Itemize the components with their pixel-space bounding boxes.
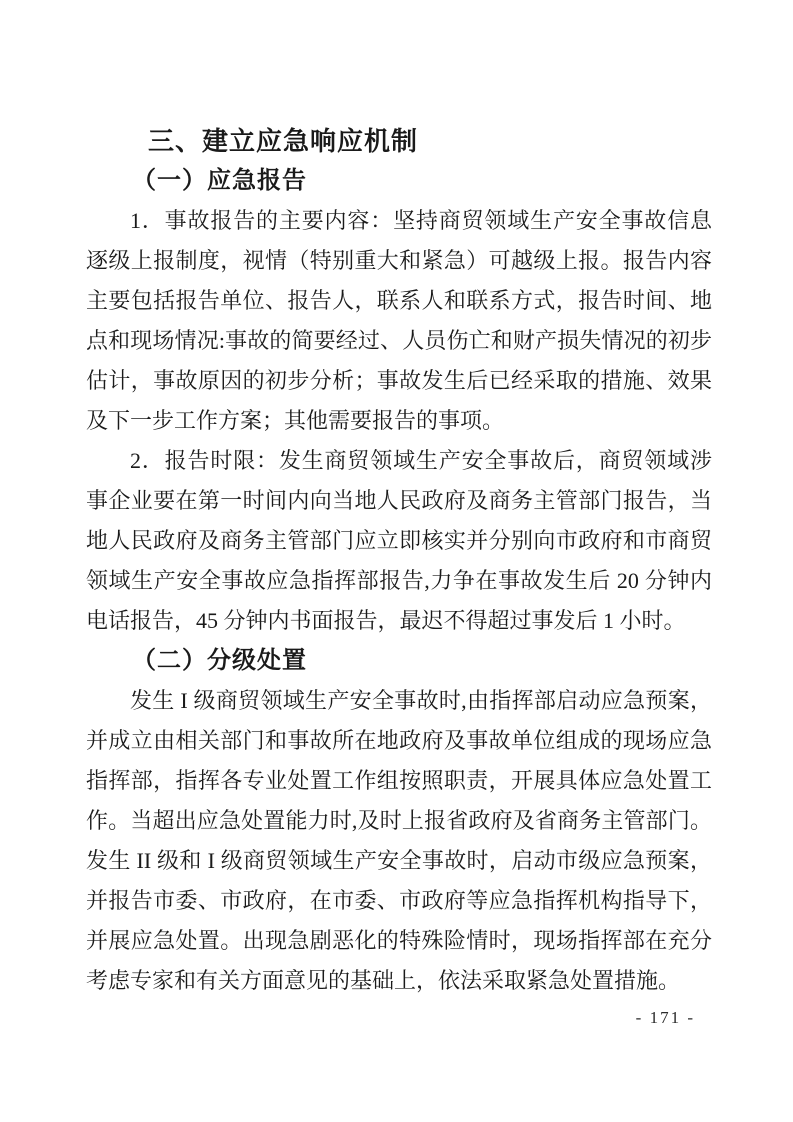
body-line: 考虑专家和有关方面意见的基础上，依法采取紧急处置措施。 bbox=[86, 968, 681, 993]
body-line: 指挥部，指挥各专业处置工作组按照职责，开展具体应急处置工 bbox=[86, 768, 712, 793]
document-title: 三、建立应急响应机制 bbox=[148, 126, 419, 156]
body-line: 发生 II 级和 I 级商贸领域生产安全事故时，启动市级应急预案， bbox=[86, 848, 712, 873]
body-line: 逐级上报制度，视情（特别重大和紧急）可越级上报。报告内容 bbox=[86, 248, 712, 273]
body-line: 电话报告，45 分钟内书面报告，最迟不得超过事发后 1 小时。 bbox=[86, 608, 686, 633]
body-line: 领域生产安全事故应急指挥部报告,力争在事故发生后 20 分钟内 bbox=[86, 568, 712, 593]
document-body bbox=[86, 121, 712, 1001]
body-line: 及下一步工作方案；其他需要报告的事项。 bbox=[86, 408, 505, 433]
page-number: - 171 - bbox=[635, 1008, 695, 1027]
section-heading-emergency-report: （一）应急报告 bbox=[132, 168, 307, 194]
body-line: 点和现场情况:事故的简要经过、人员伤亡和财产损失情况的初步 bbox=[86, 328, 712, 353]
body-line: 事企业要在第一时间内向当地人民政府及商务主管部门报告，当 bbox=[86, 488, 712, 513]
body-line: 1．事故报告的主要内容：坚持商贸领域生产安全事故信息 bbox=[130, 208, 712, 233]
body-line: 发生 I 级商贸领域生产安全事故时,由指挥部启动应急预案， bbox=[130, 688, 712, 713]
body-line: 主要包括报告单位、报告人，联系人和联系方式，报告时间、地 bbox=[86, 288, 712, 313]
body-line: 并展应急处置。出现急剧恶化的特殊险情时，现场指挥部在充分 bbox=[86, 928, 712, 953]
body-line: 2．报告时限：发生商贸领域生产安全事故后，商贸领域涉 bbox=[130, 448, 712, 473]
body-line: 并报告市委、市政府，在市委、市政府等应急指挥机构指导下， bbox=[86, 888, 712, 913]
body-line: 地人民政府及商务主管部门应立即核实并分别向市政府和市商贸 bbox=[86, 528, 712, 553]
body-line: 作。当超出应急处置能力时,及时上报省政府及省商务主管部门。 bbox=[86, 808, 712, 833]
body-line: 并成立由相关部门和事故所在地政府及事故单位组成的现场应急 bbox=[86, 728, 712, 753]
section-heading-graded-response: （二）分级处置 bbox=[132, 648, 307, 674]
body-line: 估计，事故原因的初步分析；事故发生后已经采取的措施、效果 bbox=[86, 368, 712, 393]
